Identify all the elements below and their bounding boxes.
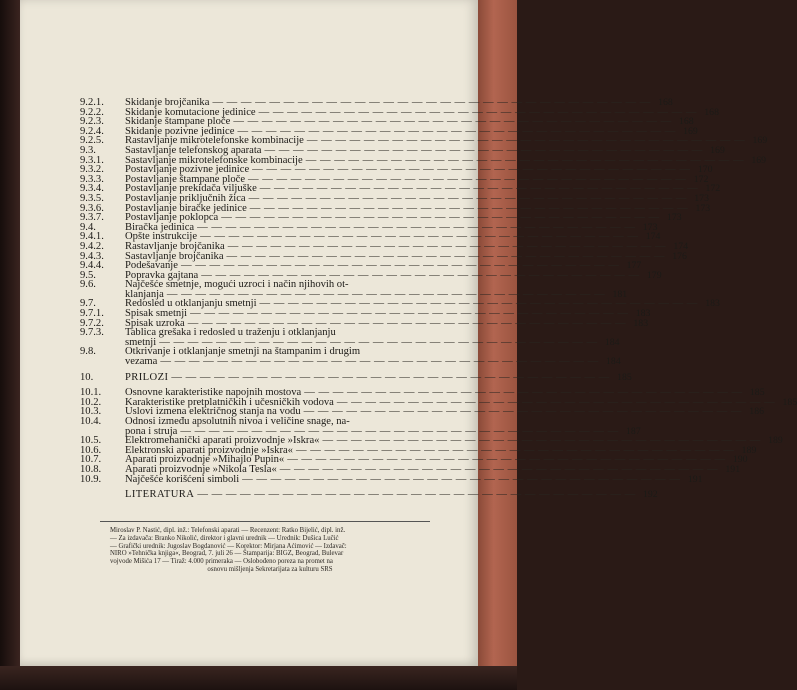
toc-page-number: 173 xyxy=(666,212,682,224)
toc-entry-title: Opšte instrukcije xyxy=(125,231,198,243)
toc-entry-title: Postavljanje prekidača viljuške xyxy=(125,183,257,195)
toc-entry-number: 9.3.4. xyxy=(80,183,104,195)
toc-page-number: 181 xyxy=(612,288,628,300)
toc-page-number: 189 xyxy=(741,444,757,456)
toc-entry-number: 10.9. xyxy=(80,473,102,485)
toc-entry-number: 10.6. xyxy=(80,444,102,456)
toc-section-heading xyxy=(80,371,632,383)
toc-dash-leader: — — — — — — — — — — — — — — — — — — — — — — — — — — — — — — — xyxy=(252,164,691,176)
toc-dash-leader: — — — — — — — — — — — — — — — — — — — — — — — — — — — — — — — xyxy=(305,154,745,166)
toc-entry-title: Aparati proizvodnje »Nikola Tesla« xyxy=(125,463,277,475)
toc-page-number: 173 xyxy=(695,202,711,214)
toc-dash-leader: — — — — — — — — — — — — — — — — — — — — — — — — — — — — — — — xyxy=(306,135,746,147)
toc-dash-leader: — — — — — — — — — — — — — — — — — — — — — — — — — — — — — — — xyxy=(287,454,726,466)
toc-entry-title: Podešavanje xyxy=(125,260,178,272)
toc-page-number: 190 xyxy=(732,454,748,466)
toc-entry-number: 9.3.5. xyxy=(80,192,104,204)
toc-entry-title: Karakteristike pretplatničkih i učesničkih vodova xyxy=(125,396,334,408)
background-bottom-shadow xyxy=(0,666,517,690)
toc-dash-leader: — — — — — — — — — — — — — — — — — — — — — — — — — — — — — — — xyxy=(249,202,689,214)
toc-entry-title: Osnovne karakteristike napojnih mostova xyxy=(125,387,302,399)
toc-dash-leader: — — — — — — — — — — — — — — — — — — — — — — — — — — — — — — — xyxy=(180,425,619,437)
toc-page-number: 185 xyxy=(782,396,797,408)
toc-entry-number: 9.8. xyxy=(80,346,96,358)
toc-dash-leader: — — — — — — — — — — — — — — — — — — — — — — — — — — — — — — — xyxy=(187,317,627,329)
toc-entry-title: Postavljanje štampane ploče xyxy=(125,173,246,185)
toc-entry-number: 9.3.1. xyxy=(80,154,104,166)
toc-entry-title: Tablica grešaka i redosled u traženju i otklanjanju xyxy=(125,327,336,339)
toc-page-number: 184 xyxy=(606,356,621,368)
toc-dash-leader: — — — — — — — — — — — — — — — — — — — — — — — — — — — — — — — xyxy=(248,173,687,185)
toc-entry-number: 9.2.5. xyxy=(80,135,104,147)
toc-entry-number: 10.3. xyxy=(80,406,102,418)
toc-dash-leader: — — — — — — — — — — — — — — — — — — — — — — — — — — — — — — — xyxy=(180,260,620,272)
toc-page-number: 183 xyxy=(705,298,720,310)
toc-page-number: 173 xyxy=(694,192,709,204)
toc-entry-number: 10.2. xyxy=(80,396,102,408)
colophon-rule xyxy=(100,521,430,522)
toc-dash-leader: — — — — — — — — — — — — — — — — — — — — — — — — — — — — — — — xyxy=(259,183,699,195)
toc-page-number: 184 xyxy=(604,336,620,348)
toc-entry-number: 9.2.3. xyxy=(80,116,104,128)
toc-page-number: 169 xyxy=(710,144,725,156)
colophon-line: NIRO »Tehnička knjiga«, Beograd, 7. juli 26 — Štamparija: BIGZ, Beograd, Bulevar xyxy=(110,550,344,558)
toc-entry-number: 10.1. xyxy=(80,387,102,399)
toc-page-number: 172 xyxy=(693,173,709,185)
toc-entry-title: Popravka gajtana xyxy=(125,269,199,281)
toc-dash-leader: — — — — — — — — — — — — — — — — — — — — — — — — — — — — — — — xyxy=(237,125,676,137)
toc-entry-number: 9.4.1. xyxy=(80,231,104,243)
toc-entry-title: Redosled u otklanjanju smetnji xyxy=(125,298,257,310)
toc-entry-title: pona i struja xyxy=(125,425,178,437)
colophon-line: vojvode Mišića 17 — Tiraž: 4.000 primeraka — Oslobođeno poreza na promet na xyxy=(110,558,333,566)
toc-entry-title: Rastavljanje mikrotelefonske kombinacije xyxy=(125,135,304,147)
toc-entry-title: Spisak uzroka xyxy=(125,317,185,329)
toc-entry-title: Uslovi izmena električnog stanja na vodu xyxy=(125,406,301,418)
toc-entry-title: Skidanje pozivne jedinice xyxy=(125,125,235,137)
toc-entry-title: Aparati proizvodnje »Mihajlo Pupin« xyxy=(125,454,285,466)
colophon-line: Miroslav P. Nastić, dipl. inž.: Telefonski aparati — Recenzent: Ratko Bijelić, dipl. inž. xyxy=(110,527,346,534)
toc-entry-title: Sastavljanje brojčanika xyxy=(125,250,224,262)
toc-entry-number: 9.4.3. xyxy=(80,250,104,262)
toc-entry-number: 10.5. xyxy=(80,435,102,447)
toc-dash-leader: — — — — — — — — — — — — — — — — — — — — — — — — — — — — — — — xyxy=(336,396,776,408)
toc-entry-title: PRILOZI xyxy=(125,371,169,383)
toc-page-number: 191 xyxy=(687,473,703,485)
toc-page-number: 168 xyxy=(678,116,694,128)
toc-entry xyxy=(80,356,621,368)
toc-dash-leader: — — — — — — — — — — — — — — — — — — — — — — — — — — — — — — — xyxy=(295,444,735,456)
toc-entry-title: Skidanje brojčanika xyxy=(125,97,210,108)
toc-page-number: 168 xyxy=(658,97,673,108)
toc-dash-leader: — — — — — — — — — — — — — — — — — — — — — — — — — — — — — — — xyxy=(212,97,651,108)
toc-page-number: 185 xyxy=(749,387,765,399)
toc-dash-leader: — — — — — — — — — — — — — — — — — — — — — — — — — — — — — — — xyxy=(303,406,742,418)
toc-page-number: 179 xyxy=(646,269,662,281)
toc-entry-number: 9.5. xyxy=(80,269,96,281)
toc-entry-number: 9.7.1. xyxy=(80,308,104,320)
toc-dash-leader: — — — — — — — — — — — — — — — — — — — — — — — — — — — — — — — xyxy=(233,116,672,128)
toc-dash-leader: — — — — — — — — — — — — — — — — — — — — — — — — — — — — — — — xyxy=(264,144,703,156)
toc-entry-title: Postavljanje poklopca xyxy=(125,212,219,224)
toc-dash-leader: — — — — — — — — — — — — — — — — — — — — — — — — — — — — — — — xyxy=(304,387,743,399)
toc-entry-number: 10.7. xyxy=(80,454,102,466)
toc-entry-title: Otkrivanje i otklanjanje smetnji na štampanim i drugim xyxy=(125,346,361,358)
toc-dash-leader: — — — — — — — — — — — — — — — — — — — — — — — — — — — — — — — xyxy=(166,288,606,300)
toc-page-number: 187 xyxy=(626,425,641,437)
toc-dash-leader: — — — — — — — — — — — — — — — — — — — — — — — — — — — — — — — xyxy=(160,356,599,368)
colophon xyxy=(110,527,430,574)
table-of-contents xyxy=(80,97,797,501)
toc-entry-title: Sastavljanje telefonskog aparata xyxy=(125,144,262,156)
toc-dash-leader: — — — — — — — — — — — — — — — — — — — — — — — — — — — — — — — xyxy=(279,463,719,475)
toc-page-number: 186 xyxy=(749,406,764,418)
toc-page-number: 174 xyxy=(645,231,661,243)
toc-page-number: 169 xyxy=(751,154,767,166)
toc-dash-leader: — — — — — — — — — — — — — — — — — — — — — — — — — — — — — — — xyxy=(190,308,629,320)
toc-dash-leader: — — — — — — — — — — — — — — — — — — — — — — — — — — — — — — — xyxy=(248,192,687,204)
toc-entry-number: 9.2.2. xyxy=(80,106,104,118)
toc-entry-title: Sastavljanje mikrotelefonske kombinacije xyxy=(125,154,303,166)
toc-entry xyxy=(80,473,703,485)
toc-literature-entry xyxy=(80,489,658,501)
toc-entry-title: Spisak smetnji xyxy=(125,308,188,320)
toc-entry-number: 9.7.3. xyxy=(80,327,104,339)
toc-entry-number: 9.3.6. xyxy=(80,202,104,214)
toc-entry-number: 9.2.4. xyxy=(80,125,104,137)
toc-entry-title: klanjanja xyxy=(125,288,164,300)
colophon-line: — Grafički urednik: Jugoslav Bogdanović — Korektor: Mirjana Aćimović — Izdavač: xyxy=(110,542,347,550)
toc-entry-number: 9.7.2. xyxy=(80,317,104,329)
toc-entry-title: Skidanje štampane ploče xyxy=(125,116,231,128)
toc-entry-number: 10. xyxy=(80,371,94,383)
toc-page-number: 174 xyxy=(673,240,689,252)
toc-entry-number: 10.8. xyxy=(80,463,102,475)
toc-entry-number: 9.4. xyxy=(80,221,96,233)
toc-entry-number: 10.4. xyxy=(80,416,102,427)
toc-page-number: 176 xyxy=(672,250,687,262)
toc-dash-leader: — — — — — — — — — — — — — — — — — — — — — — — — — — — — — — — xyxy=(227,240,667,252)
toc-entry-title: Najčešće korišćeni simboli xyxy=(125,473,240,485)
toc-dash-leader: — — — — — — — — — — — — — — — — — — — — — — — — — — — — — — — xyxy=(159,336,598,348)
toc-dash-leader: — — — — — — — — — — — — — — — — — — — — — — — — — — — — — — — xyxy=(258,106,697,118)
toc-entry-number: 9.4.4. xyxy=(80,260,104,272)
toc-page-number: 173 xyxy=(642,221,658,233)
toc-page-number: 169 xyxy=(752,135,768,147)
toc-entry-number: 9.4.2. xyxy=(80,240,104,252)
toc-entry-title: Najčešće smetnje, mogući uzroci i način njihovih ot- xyxy=(125,279,349,291)
colophon-line: osnovu mišljenja Sekretarijata za kulturu SRS xyxy=(207,565,333,573)
toc-entry-title: vezama xyxy=(125,356,158,368)
toc-entry-number: 9.2.1. xyxy=(80,97,104,108)
toc-dash-leader: — — — — — — — — — — — — — — — — — — — — — — — — — — — — — — — xyxy=(197,489,636,501)
toc-page-number: 177 xyxy=(626,260,642,272)
toc-page-number: 183 xyxy=(633,317,649,329)
toc-entry-title: Odnosi između apsolutnih nivoa i veličine snage, na- xyxy=(125,416,350,427)
toc-page-number: 172 xyxy=(705,183,721,195)
toc-entry-number: 9.3.7. xyxy=(80,212,104,224)
toc-entry-title: Rastavljanje brojčanika xyxy=(125,240,225,252)
toc-entry-title: Postavljanje pozivne jedinice xyxy=(125,164,250,176)
toc-dash-leader: — — — — — — — — — — — — — — — — — — — — — — — — — — — — — — — xyxy=(197,221,636,233)
toc-page-number: 169 xyxy=(683,125,698,137)
toc-entry-title: smetnji xyxy=(125,336,157,348)
colophon-line: — Za izdavača: Branko Nikolić, direktor i glavni urednik — Urednik: Dušica Lučić xyxy=(110,534,339,542)
toc-dash-leader: — — — — — — — — — — — — — — — — — — — — — — — — — — — — — — — xyxy=(322,435,761,447)
toc-dash-leader: — — — — — — — — — — — — — — — — — — — — — — — — — — — — — — — xyxy=(171,371,610,383)
toc-page-number: 168 xyxy=(704,106,719,118)
toc-entry-title: Biračka jedinica xyxy=(125,221,195,233)
toc-page-number: 185 xyxy=(617,371,632,383)
toc-dash-leader: — — — — — — — — — — — — — — — — — — — — — — — — — — — — — — — xyxy=(259,298,698,310)
toc-dash-leader: — — — — — — — — — — — — — — — — — — — — — — — — — — — — — — — xyxy=(242,473,681,485)
toc-page-number: 192 xyxy=(642,489,658,501)
toc-page-number: 191 xyxy=(725,463,741,475)
toc-entry-title: Elektromehanički aparati proizvodnje »Iskra« xyxy=(125,435,320,447)
toc-entry-number: 9.6. xyxy=(80,279,96,291)
toc-entry-number: 9.3.3. xyxy=(80,173,104,185)
toc-entry-title: Elektronski aparati proizvodnje »Iskra« xyxy=(125,444,293,456)
toc-entry-title: Postavljanje priključnih žica xyxy=(125,192,246,204)
toc-dash-leader: — — — — — — — — — — — — — — — — — — — — — — — — — — — — — — — xyxy=(221,212,660,224)
toc-dash-leader: — — — — — — — — — — — — — — — — — — — — — — — — — — — — — — — xyxy=(201,269,640,281)
toc-entry-title: Postavljanje biračke jedinice xyxy=(125,202,247,214)
book-page xyxy=(20,0,797,666)
toc-dash-leader: — — — — — — — — — — — — — — — — — — — — — — — — — — — — — — — xyxy=(226,250,665,262)
background-left-shadow xyxy=(0,0,20,690)
toc-entry-title: LITERATURA xyxy=(125,489,195,501)
toc-entry-title: Skidanje komutacione jedinice xyxy=(125,106,256,118)
toc-entry-number: 9.7. xyxy=(80,298,96,310)
toc-page-number: 170 xyxy=(697,164,713,176)
toc-entry-number: 9.3. xyxy=(80,144,96,156)
toc-entry-number: 9.3.2. xyxy=(80,164,104,176)
toc-page-number: 183 xyxy=(635,308,651,320)
toc-page-number: 189 xyxy=(768,435,783,447)
toc-dash-leader: — — — — — — — — — — — — — — — — — — — — — — — — — — — — — — — xyxy=(200,231,639,243)
